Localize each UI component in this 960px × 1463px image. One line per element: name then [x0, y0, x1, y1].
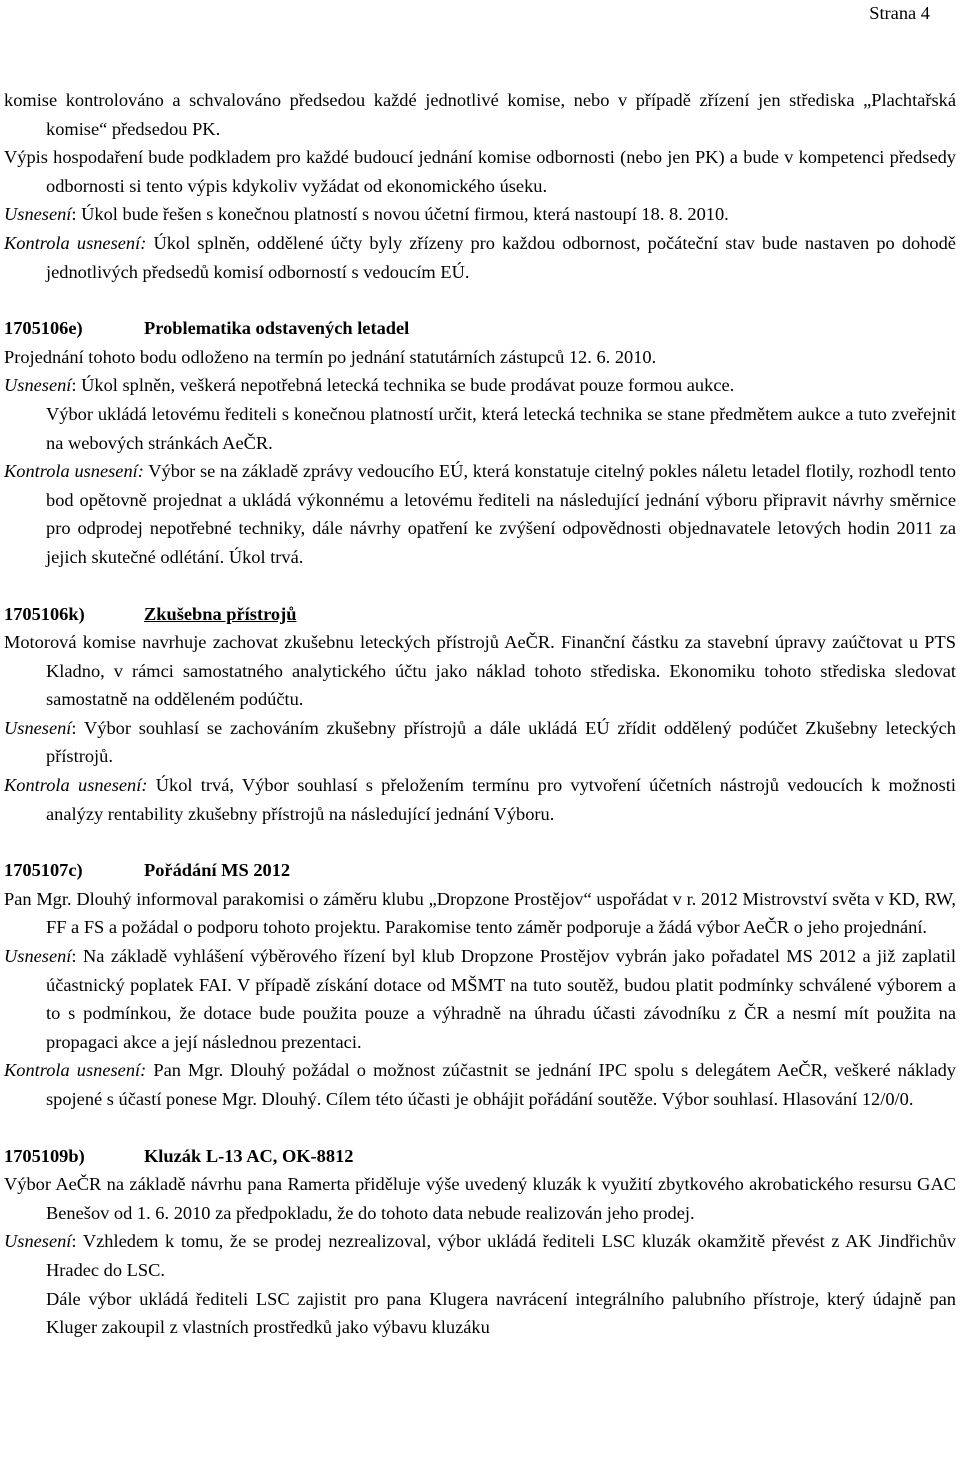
s1-resolution-check: [4, 457, 956, 571]
resolution-check-label: Kontrola usnesení:: [4, 232, 147, 253]
s1-resolution: [4, 371, 956, 400]
resolution-label: Usnesení: [4, 204, 72, 225]
resolution-label: Usnesení: [4, 1231, 72, 1252]
section-code: 1705107c): [4, 860, 83, 881]
resolution-check-text: Úkol trvá, Výbor souhlasí s přeložením termínu pro vytvoření účetních nástrojů vedoucích k možnosti analýzy rentability zkušebny přístrojů na následující jednání Výboru.: [46, 775, 956, 824]
resolution-check-text: Výbor se na základě zprávy vedoucího EÚ, která konstatuje citelný pokles náletu letadel flotily, rozhodl tento bod opětovně projednat a ukládá výkonnému a letovému řediteli na následující jednání výboru připravit návrhy směrnice pro odprodej nepotřebné techniky, dále návrhy opatření ke zvýšení odpovědnosti objednavatele letových hodin 2011 za jejich skutečné odlétání. Úkol trvá.: [46, 461, 956, 567]
resolution-text: : Úkol bude řešen s konečnou platností s novou účetní firmou, která nastoupí 18. 8. 2010.: [71, 204, 729, 225]
s1-paragraph-3: Výbor ukládá letovému řediteli s konečnou platností určit, která letecká technika se stane předmětem aukce a tuto zveřejnit na webových stránkách AeČR.: [46, 403, 956, 453]
resolution-label: Usnesení: [4, 375, 72, 396]
s1-paragraph-1: Projednání tohoto bodu odloženo na termín po jednání statutárních zástupců 12. 6. 2010.: [4, 346, 657, 367]
resolution-check-text: Úkol splněn, oddělené účty byly zřízeny pro každou odbornost, počáteční stav bude nastaven po dohodě jednotlivých předsedů komisí odborností s vedoucím EÚ.: [46, 232, 956, 282]
s4-paragraph-1: Výbor AeČR na základě návrhu pana Ramerta přiděluje výše uvedený kluzák k využití zbytkového akrobatického resursu GAC Benešov od 1. 6. 2010 za předpokladu, že do tohoto data nebude realizován jeho prodej.: [4, 1174, 956, 1223]
resolution-check-label: Kontrola usnesení:: [4, 775, 148, 796]
intro-paragraph-2: Výpis hospodaření bude podkladem pro každé budoucí jednání komise odbornosti (nebo jen PK) a bude v kompetenci předsedy odbornosti si tento výpis kdykoliv vyžádat od ekonomického úseku.: [4, 147, 956, 196]
resolution-check-text: Pan Mgr. Dlouhý požádal o možnost zúčastnit se jednání IPC spolu s delegátem AeČR, veškeré náklady spojené s účastí ponese Mgr. Dlouhý. Cílem této účasti je obhájit pořádání soutěže. Výbor souhlasí. Hlasování 12/0/0.: [46, 1060, 956, 1109]
section-code: 1705106k): [4, 603, 85, 624]
document-body: [4, 86, 956, 1342]
page-number: Strana 4: [869, 3, 930, 23]
section-heading-1705106k: [4, 600, 956, 629]
resolution-check-label: Kontrola usnesení:: [4, 1060, 147, 1081]
intro-paragraph-1: komise kontrolováno a schvalováno předsedou každé jednotlivé komise, nebo v případě zřízení jen střediska „Plachtařská komise“ předsedou PK.: [4, 90, 956, 139]
resolution-label: Usnesení: [4, 717, 72, 738]
intro-resolution-check: [4, 229, 956, 286]
s3-paragraph-1: Pan Mgr. Dlouhý informoval parakomisi o záměru klubu „Dropzone Prostějov“ uspořádat v r. 2012 Mistrovství světa v KD, RW, FF a FS a požádal o podporu tohoto projektu. Parakomise tento záměr podporuje a žádá výbor AeČR o jeho projednání.: [4, 888, 956, 938]
s3-resolution: [4, 942, 956, 1056]
s2-paragraph-1: Motorová komise navrhuje zachovat zkušebnu leteckých přístrojů AeČR. Finanční částku za stavební úpravy zaúčtovat u PTS Kladno, v rámci samostatného analytického účtu jako náklad tohoto střediska. Ekonomiku tohoto střediska sledovat samostatně na odděleném podúčtu.: [4, 632, 956, 710]
section-code: 1705106e): [4, 318, 83, 339]
resolution-text: : Vzhledem k tomu, že se prodej nezrealizoval, výbor ukládá řediteli LSC kluzák okamžitě převést z AK Jindřichův Hradec do LSC.: [46, 1231, 956, 1280]
resolution-check-label: Kontrola usnesení:: [4, 461, 144, 482]
section-title: Zkušebna přístrojů: [144, 603, 297, 624]
s2-resolution: [4, 714, 956, 771]
section-heading-1705106e: [4, 314, 956, 343]
section-heading-1705109b: [4, 1142, 956, 1171]
s2-resolution-check: [4, 771, 956, 828]
s4-resolution: [4, 1227, 956, 1284]
resolution-label: Usnesení: [4, 946, 72, 967]
section-code: 1705109b): [4, 1145, 85, 1166]
s4-paragraph-3: Dále výbor ukládá řediteli LSC zajistit pro pana Klugera navrácení integrálního palubního přístroje, který údajně pan Kluger zakoupil z vlastních prostředků jako výbavu kluzáku: [46, 1288, 956, 1338]
resolution-text: : Úkol splněn, veškerá nepotřebná letecká technika se bude prodávat pouze formou aukce.: [71, 375, 735, 396]
intro-resolution: [4, 200, 956, 229]
section-title: Problematika odstavených letadel: [144, 318, 410, 339]
resolution-text: : Na základě vyhlášení výběrového řízení byl klub Dropzone Prostějov vybrán jako pořadatel MS 2012 a již zaplatil účastnický poplatek FAI. V případě získání dotace od MŠMT na tuto soutěž, budou platit podmínky schválené výborem a to s podmínkou, že dotace bude použita pouze a výhradně na úhradu účasti závodníku z ČR a nesmí mít použita na propagaci akce a její následnou prezentaci.: [46, 946, 956, 1052]
section-title: Kluzák L-13 AC, OK-8812: [144, 1145, 354, 1166]
s3-resolution-check: [4, 1056, 956, 1113]
resolution-text: : Výbor souhlasí se zachováním zkušebny přístrojů a dále ukládá EÚ zřídit oddělený podúčet Zkušebny leteckých přístrojů.: [46, 717, 956, 767]
section-title: Pořádání MS 2012: [144, 860, 291, 881]
section-heading-1705107c: [4, 856, 956, 885]
